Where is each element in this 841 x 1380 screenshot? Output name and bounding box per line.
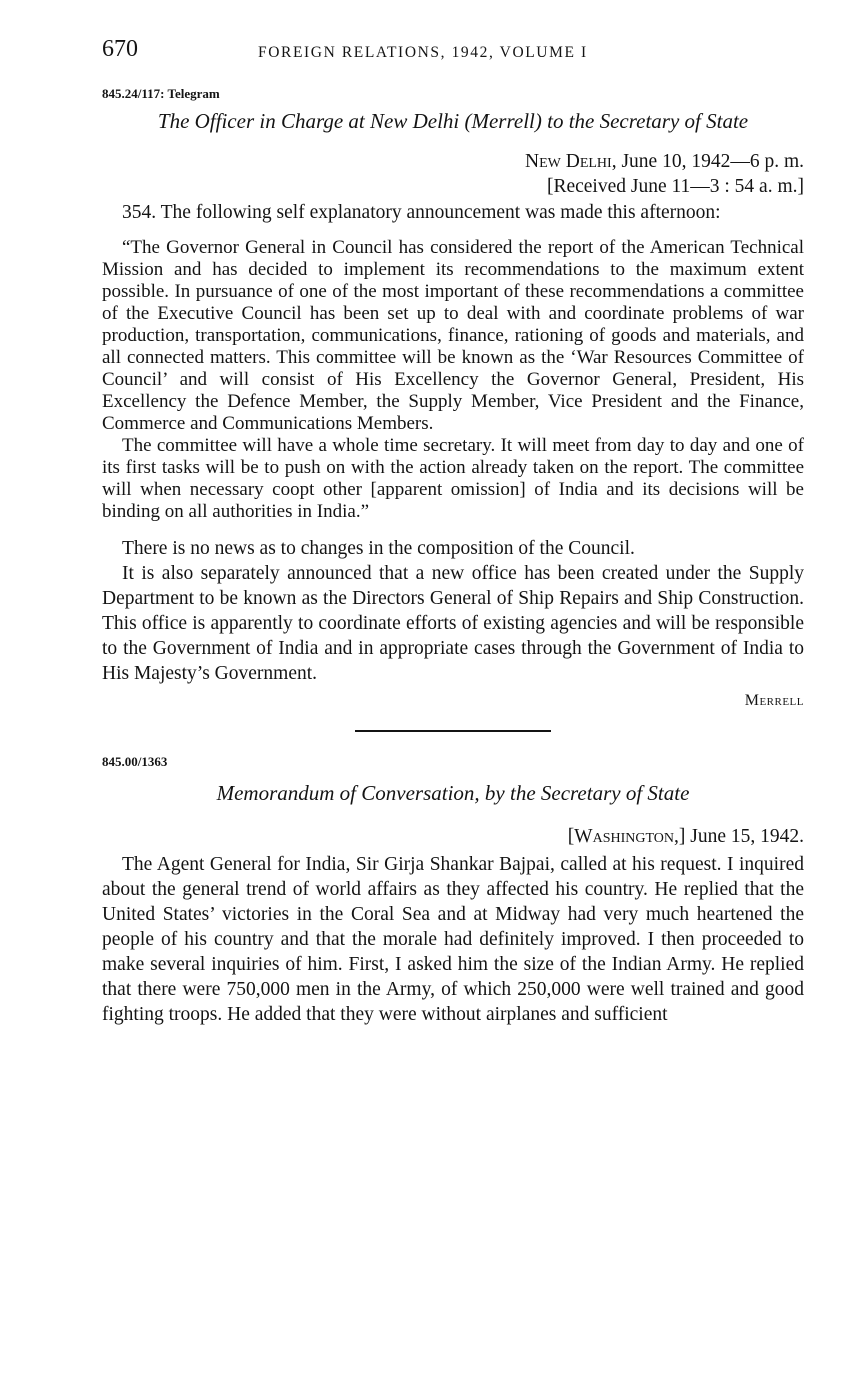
intro-paragraph: 354. The following self explanatory announcement was made this afternoon: xyxy=(122,202,721,223)
running-title: FOREIGN RELATIONS, 1942, VOLUME I xyxy=(258,44,588,61)
body-paragraph: The Agent General for India, Sir Girja Shankar Bajpai, called at his request. I inquired about the general trend of world affairs as they affected his country. He replied that the United States’ victories in the Coral Sea and at Midway had very much heartened the people of his country and that the morale had definitely improved. I then proceeded to make several inquiries of him. First, I asked him the size of the Indian Army. He replied that there were 750,000 men in the Army, of which 250,000 were well trained and good fighting troops. He added that they were without airplanes and sufficient xyxy=(102,853,804,1025)
telegram-section xyxy=(102,86,804,710)
file-number: 845.24/117: Telegram xyxy=(102,86,220,101)
quoted-paragraph: The committee will have a whole time secretary. It will meet from day to day and one of its first tasks will be to push on with the action already taken on the report. The committee will when necessary coopt other [apparent omission] of India and its decisions will be binding on all authorities in India.” xyxy=(102,435,804,522)
page-number: 670 xyxy=(102,36,138,62)
signature: Merrell xyxy=(744,692,804,709)
document-title: The Officer in Charge at New Delhi (Merrell) to the Secretary of State xyxy=(157,109,749,133)
body-paragraph: It is also separately announced that a new office has been created under the Supply Department to be known as the Directors General of Ship Repairs and Ship Construction. This office is apparently to coordinate efforts of existing agencies and will be responsible to the Government of India and in appropriate cases through the Government of India to His Majesty’s Government. xyxy=(102,563,804,684)
received-line: [Received June 11—3 : 54 a. m.] xyxy=(546,176,804,197)
dateline-date: June 15, 1942. xyxy=(685,825,804,847)
body-paragraph: There is no news as to changes in the composition of the Council. xyxy=(122,538,635,559)
memorandum-section xyxy=(102,754,804,1027)
section-divider xyxy=(355,730,551,732)
file-number: 845.00/1363 xyxy=(102,753,168,769)
running-header xyxy=(102,36,804,70)
dateline-date: , June 10, 1942—6 p. m. xyxy=(611,151,804,172)
quoted-paragraph: “The Governor General in Council has considered the report of the American Technical Mission and has decided to implement its recommendations to the maximum extent possible. In pursuance of one of the most important of these recommendations a committee of the Executive Council has been set up to deal with and coordinate problems of war production, transportation, communications, finance, rationing of goods and materials, and all connected matters. This committee will be known as the ‘War Resources Committee of Council’ and will consist of His Excellency the Governor General, President, His Excellency the Defence Member, the Supply Member, Vice President and the Finance, Commerce and Communications Members. xyxy=(102,237,804,434)
document-title: Memorandum of Conversation, by the Secretary of State xyxy=(216,780,690,805)
dateline xyxy=(102,149,804,174)
dateline-place: New Delhi xyxy=(525,151,612,172)
dateline xyxy=(102,824,804,849)
document-page xyxy=(102,36,804,1027)
dateline-place: [Washington,] xyxy=(567,825,686,847)
